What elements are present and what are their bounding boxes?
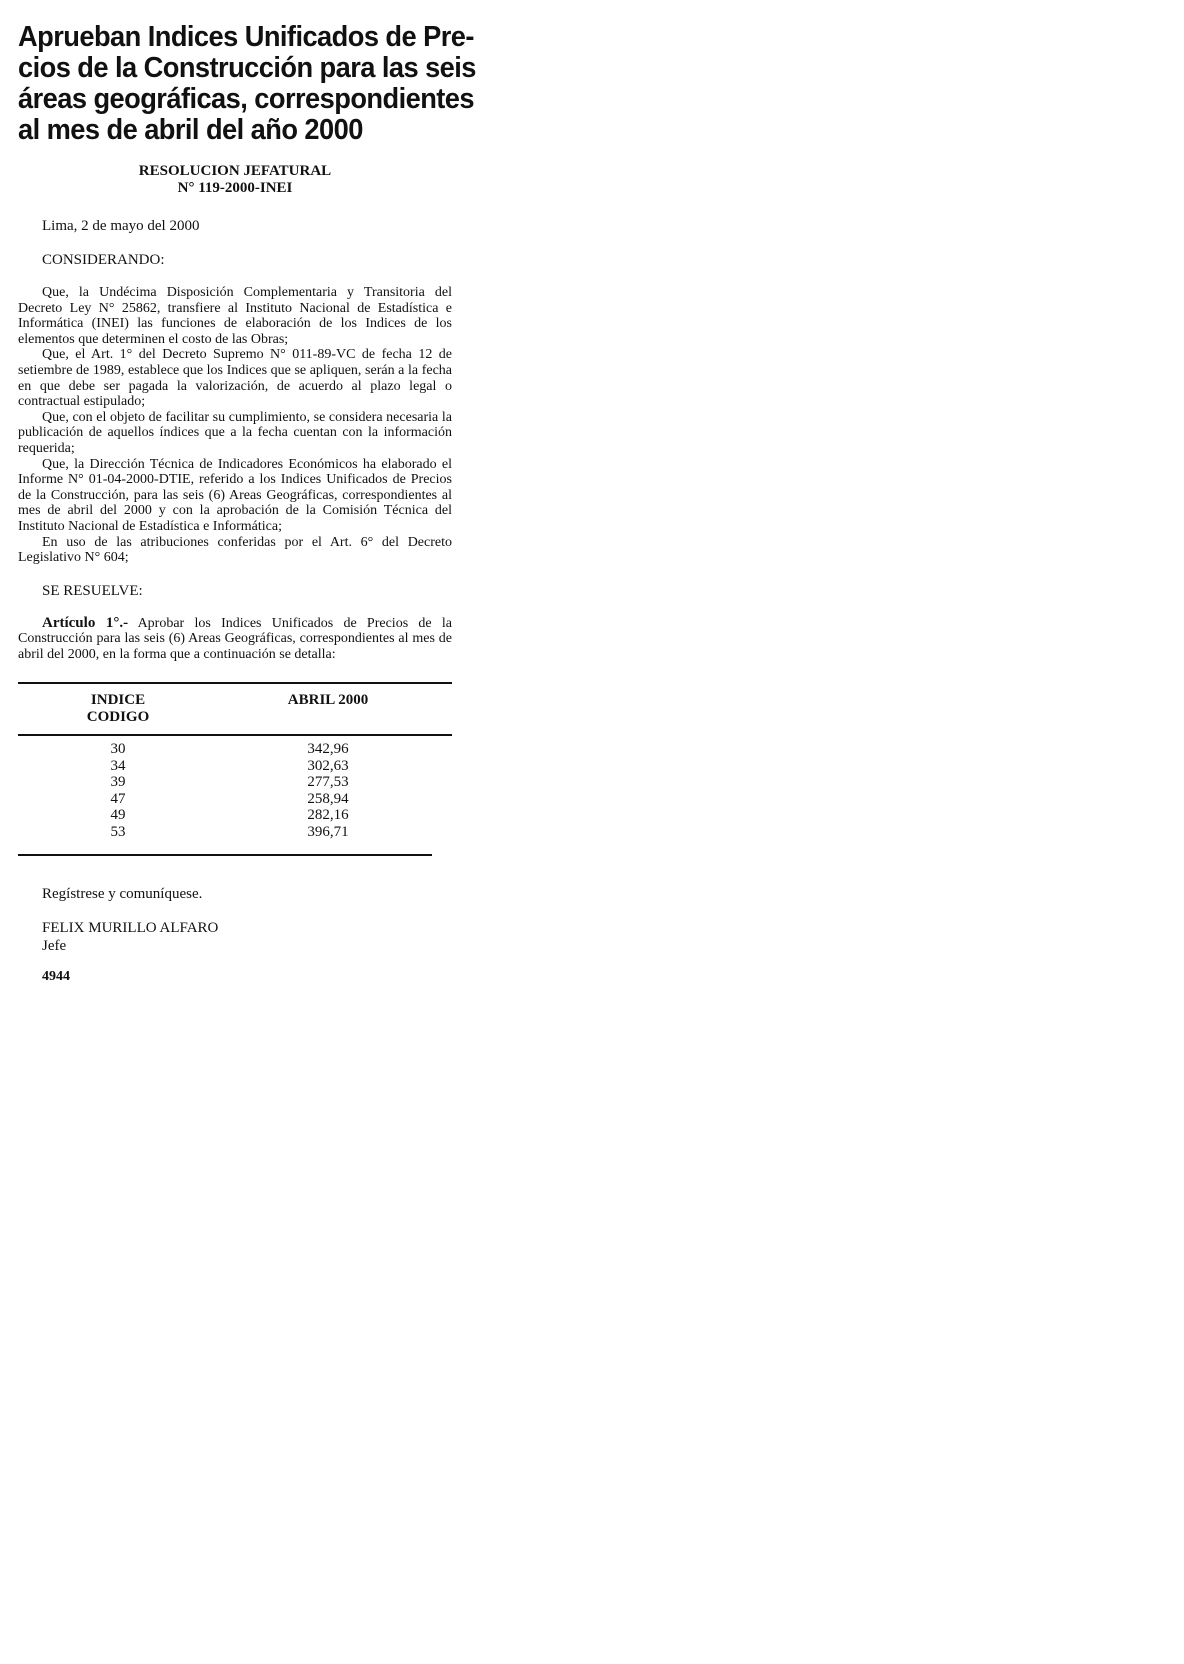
signatory-name: FELIX MURILLO ALFARO [42,920,219,937]
paragraph: Que, el Art. 1° del Decreto Supremo N° 011-89-VC de fecha 12 de setiembre de 1989, establece que los Indices que se apliquen, serán a la fecha en que debe ser pagada la valorización, de acuerdo al plazo legal o contractual estipulado; [18,347,452,410]
row-value: 302,63 [307,757,349,774]
article-label: Artículo 1°.- [42,614,129,631]
se-resuelve-heading: SE RESUELVE: [42,582,143,599]
title-line: cios de la Construcción para las seis [18,52,476,84]
row-code: 34 [110,757,126,774]
row-value: 282,16 [307,807,349,824]
table-row [18,774,452,791]
table-top-rule [18,682,452,684]
index-table [18,682,452,865]
title-line: al mes de abril del año 2000 [18,114,363,146]
table-row [18,741,452,758]
row-code: 39 [110,774,126,791]
header-code [58,692,178,726]
title-line: Aprueban Indices Unificados de Pre- [18,21,474,53]
signature-block [18,919,452,955]
considerations-body [18,285,452,566]
header-code-line: CODIGO [86,709,150,726]
row-code: 53 [110,823,126,840]
row-code: 30 [110,741,126,758]
document-column [18,21,476,985]
table-row [18,807,452,824]
publication-code: 4944 [42,969,70,985]
paragraph: Que, la Dirección Técnica de Indicadores Económicos ha elaborado el Informe N° 01-04-2000-DTIE, referido a los Indices Unificados de Precios de la Construcción, para las seis (6) Areas Geográficas, correspondientes al mes de abril del 2000 y con la aprobación de la Comisión Técnica del Instituto Nacional de Estadística e Informática; [18,456,452,534]
row-value: 277,53 [307,774,349,791]
signatory-role: Jefe [42,938,67,955]
closing-line: Regístrese y comuníquese. [42,886,203,903]
table-row [18,791,452,808]
table-rows [18,741,452,840]
resolution-type: RESOLUCION JEFATURAL [138,163,332,179]
row-value: 342,96 [307,741,349,758]
resolution-number: N° 119-2000-INEI [177,180,293,196]
table-row [18,758,452,775]
row-value: 258,94 [307,790,349,807]
paragraph: En uso de las atribuciones conferidas por el Art. 6° del Decreto Legislativo N° 604; [18,534,452,566]
table-header-rule [18,734,452,736]
header-value: ABRIL 2000 [287,692,369,709]
row-value: 396,71 [307,823,349,840]
article-text: Aprobar los Indices Unificados de Precios de la Construcción para las seis (6) Areas Geográficas, correspondientes al mes de abril del 2000, en la forma que a continuación se detalla: [18,615,452,662]
table-bottom-rule [18,854,432,856]
document-date: Lima, 2 de mayo del 2000 [42,218,200,234]
row-code: 47 [110,790,126,807]
resolution-heading [18,163,452,197]
article-1 [18,616,452,663]
document-title [18,21,476,146]
considerando-heading: CONSIDERANDO: [42,252,165,268]
row-code: 49 [110,807,126,824]
table-row [18,824,452,841]
header-code-line: INDICE [90,692,146,709]
paragraph: Que, con el objeto de facilitar su cumplimiento, se considera necesaria la publicación de aquellos índices que a la fecha cuentan con la información requerida; [18,409,452,456]
paragraph: Que, la Undécima Disposición Complementaria y Transitoria del Decreto Ley N° 25862, transfiere al Instituto Nacional de Estadística e Informática (INEI) las funciones de elaboración de los Indices de los elementos que determinen el costo de las Obras; [18,285,452,347]
title-line: áreas geográficas, correspondientes [18,83,475,115]
